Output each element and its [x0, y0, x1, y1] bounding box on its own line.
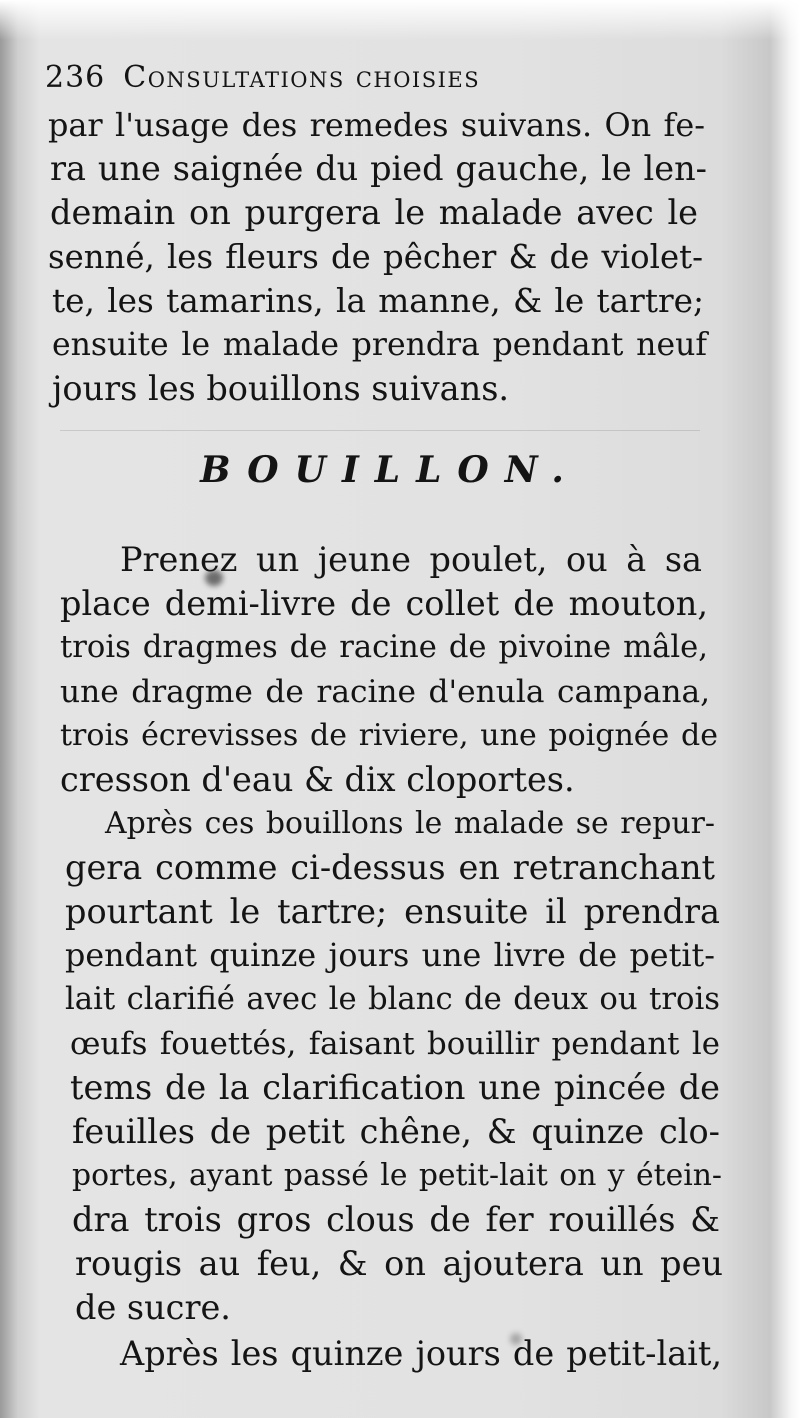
text-line: tems de la clarification une pincée de [70, 1068, 720, 1107]
text-line: portes, ayant passé le petit-lait on y étein- [72, 1158, 722, 1193]
text-line: ra une saignée du pied gauche, le len- [50, 149, 707, 188]
page-number: 236 [45, 60, 106, 95]
text-line: Prenez un jeune poulet, ou à sa [120, 540, 702, 579]
text-line: trois écrevisses de riviere, une poignée de [60, 718, 718, 753]
text-line: Après ces bouillons le malade se repur- [105, 806, 715, 841]
text-line: gera comme ci-dessus en retranchant [65, 848, 715, 887]
text-line: pendant quinze jours une livre de petit- [65, 938, 715, 974]
text-line: place demi-livre de collet de mouton, [60, 584, 708, 623]
text-line: ensuite le malade prendra pendant neuf [52, 327, 707, 363]
text-line: te, les tamarins, la manne, & le tartre; [52, 282, 704, 320]
text-line: jours les bouillons suivans. [52, 369, 510, 408]
text-line: cresson d'eau & dix cloportes. [60, 760, 575, 799]
text-line: pourtant le tartre; ensuite il prendra [65, 892, 720, 931]
section-heading: BOUILLON. [200, 449, 580, 491]
text-line: par l'usage des remedes suivans. On fe- [48, 106, 705, 144]
page-header [45, 58, 605, 98]
text-line: Après les quinze jours de petit-lait, [120, 1334, 722, 1373]
text-line: feuilles de petit chêne, & quinze clo- [72, 1112, 720, 1151]
bleed-through-rule [60, 430, 700, 431]
text-line: trois dragmes de racine de pivoine mâle, [60, 630, 708, 665]
text-line: demain on purgera le malade avec le [50, 193, 698, 232]
text-line: dra trois gros clous de fer rouillés & [72, 1200, 720, 1239]
text-line: senné, les fleurs de pêcher & de violet- [48, 238, 703, 276]
text-line: de sucre. [75, 1288, 231, 1327]
running-title: Consultations choisies [123, 60, 481, 95]
text-line: rougis au feu, & on ajoutera un peu [75, 1244, 723, 1283]
text-line: œufs fouettés, faisant bouillir pendant le [70, 1026, 720, 1062]
text-line: lait clarifié avec le blanc de deux ou trois [65, 982, 720, 1017]
text-line: une dragme de racine d'enula campana, [60, 674, 710, 710]
